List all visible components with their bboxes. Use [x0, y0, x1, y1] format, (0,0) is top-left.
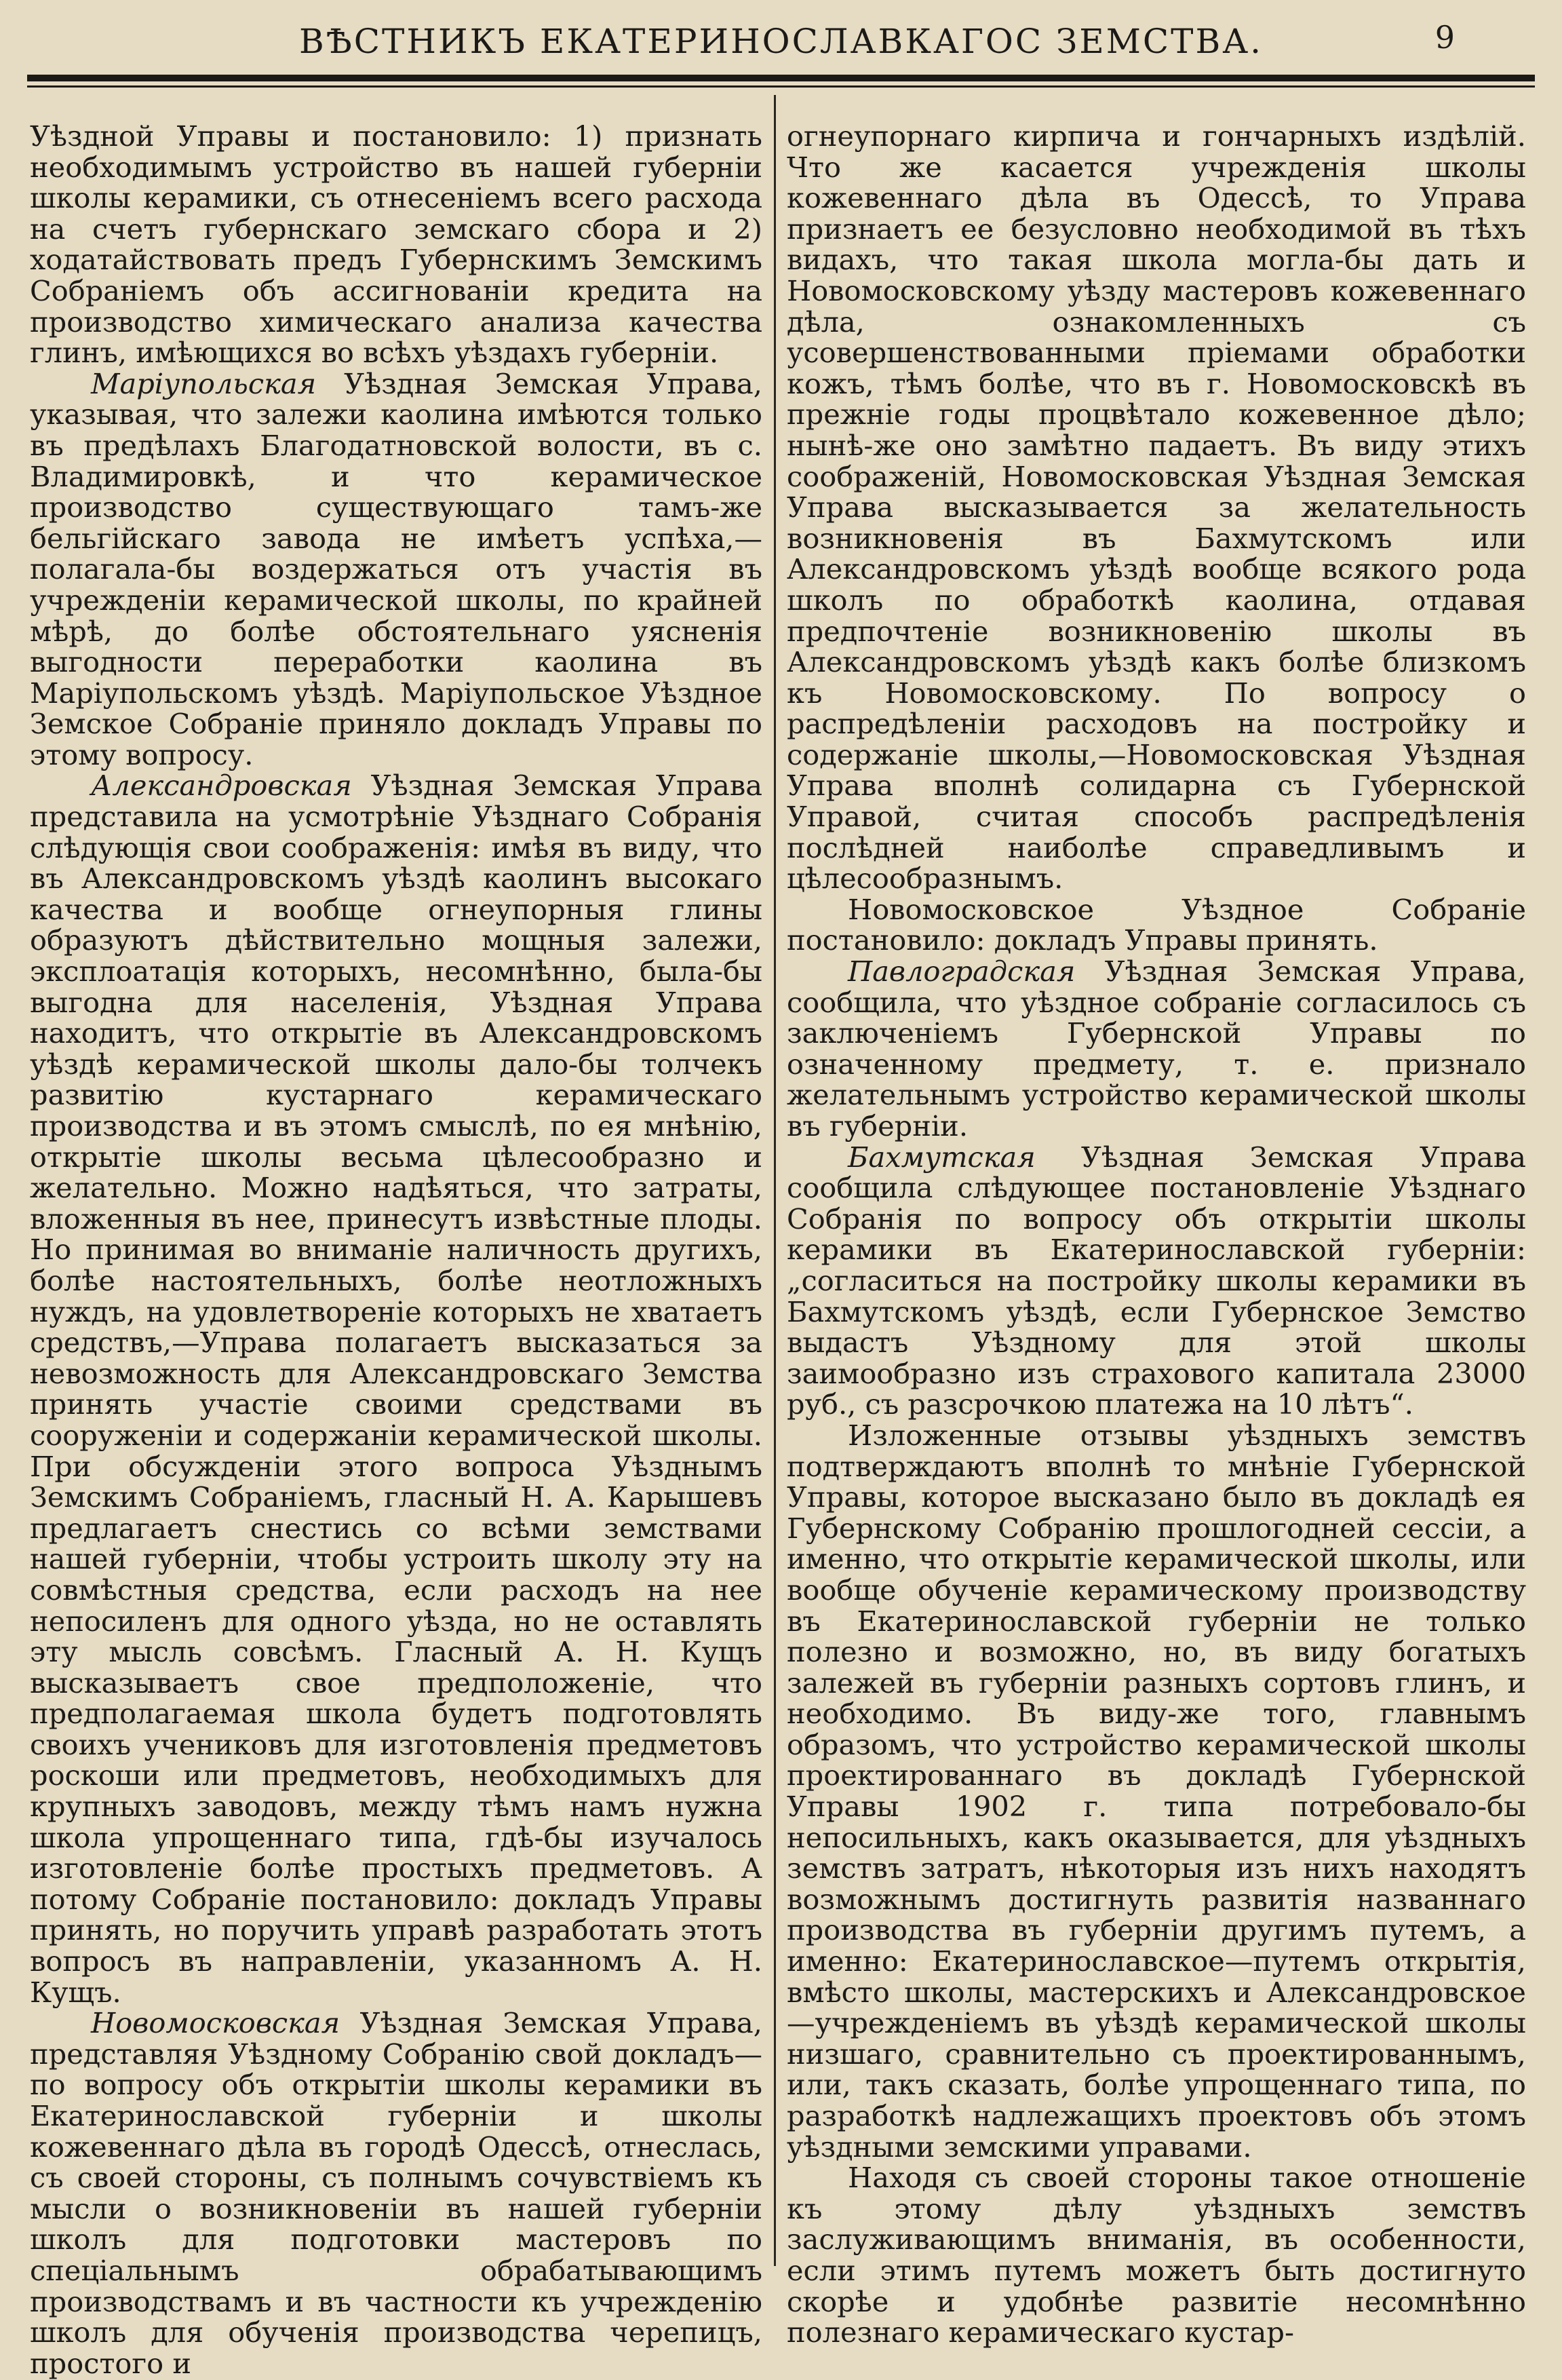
page-header — [27, 19, 1535, 68]
paragraph-text: Находя съ своей стороны такое отношеніе къ этому дѣлу уѣздныхъ земствъ заслуживающимъ вниманія, въ особенности, если этимъ путемъ можетъ быть достигнуто скорѣе и удобнѣе развитіе несомнѣнно полезнаго керамическаго кустар- — [787, 2161, 1526, 2349]
paragraph — [787, 956, 1526, 1142]
paragraph — [787, 121, 1526, 894]
page-number: 9 — [1434, 19, 1455, 56]
paragraph — [787, 1420, 1526, 2162]
paragraph-text: Уѣздной Управы и постановило: 1) признать необходимымъ устройство въ нашей губерніи школы керамики, съ отнесеніемъ всего расхода на счетъ губернскаго земскаго сбора и 2) ходатайствовать предъ Губернскимъ Земскимъ Собраніемъ объ ассигнованіи кредита на производство химическаго анализа качества глинъ, имѣющихся во всѣхъ уѣздахъ губерніи. — [30, 119, 762, 370]
column-divider — [774, 95, 776, 2266]
paragraph — [30, 368, 762, 771]
paragraph — [787, 894, 1526, 956]
paragraph-text: огнеупорнаго кирпича и гончарныхъ издѣлій. Что же касается учрежденія школы кожевеннаго дѣла въ Одессѣ, то Управа признаетъ ее безусловно необходимой въ тѣхъ видахъ, что такая школа могла-бы дать и Новомосковскому уѣзду мастеровъ кожевеннаго дѣла, ознакомленныхъ съ усовершенствованными пріемами обработки кожъ, тѣмъ болѣе, что въ г. Новомосковскѣ въ прежніе годы процвѣтало кожевенное дѣло; нынѣ-же оно замѣтно падаетъ. Въ виду этихъ соображеній, Новомосковская Уѣздная Земская Управа высказывается за желательность возникновенія въ Бахмутскомъ или Александровскомъ уѣздѣ вообще всякого рода школъ по обработкѣ каолина, отдавая предпочтеніе возникновенію школы въ Александровскомъ уѣздѣ какъ болѣе близкомъ къ Новомосковскому. По вопросу о распредѣленіи расходовъ на постройку и содержаніе школы,—Новомосковская Уѣздная Управа вполнѣ солидарна съ Губернской Управой, считая способъ распредѣленія послѣдней наиболѣе справедливымъ и цѣлесообразнымъ. — [787, 119, 1526, 896]
paragraph-text: Уѣздная Земская Управа сообщила слѣдующее постановленіе Уѣзднаго Собранія по вопросу объ открытіи школы керамики въ Екатеринославской губерніи: „согласиться на постройку школы керамики въ Бахмутскомъ уѣздѣ, если Губернское Земство выдастъ Уѣздному для этой школы заимообразно изъ страхового капитала 23000 руб., съ разсрочкою платежа на 10 лѣтъ“. — [787, 1140, 1526, 1421]
paragraph — [787, 2162, 1526, 2348]
header-rule-thick — [27, 75, 1535, 81]
right-column — [787, 121, 1526, 2348]
paragraph — [787, 1142, 1526, 1420]
paragraph — [30, 2008, 762, 2379]
paragraph — [30, 121, 762, 368]
paragraph-text: Уѣздная Земская Управа, представляя Уѣздному Собранію свой докладъ—по вопросу объ открытіи школы керамики въ Екатеринославской губерніи и школы кожевеннаго дѣла въ городѣ Одессѣ, отнеслась, съ своей стороны, съ полнымъ сочувствіемъ къ мысли о возникновеніи въ нашей губерніи школъ для подготовки мастеровъ по спеціальнымъ обрабатывающимъ производствамъ и въ частности къ учрежденію школъ для обученія производства черепицъ, простого и — [30, 2006, 762, 2380]
paragraph — [30, 770, 762, 2008]
paragraph-lead: Александровская — [91, 769, 352, 803]
left-column — [30, 121, 762, 2379]
paragraph-text: Новомосковское Уѣздное Собраніе постановило: докладъ Управы принять. — [787, 892, 1526, 957]
paragraph-text: Уѣздная Земская Управа представила на усмотрѣніе Уѣзднаго Собранія слѣдующія свои соображенія: имѣя въ виду, что въ Александровскомъ уѣздѣ каолинъ высокаго качества и вообще огнеупорныя глины образуютъ дѣйствительно мощныя залежи, эксплоатація которыхъ, несомнѣнно, была-бы выгодна для населенія, Уѣздная Управа находитъ, что открытіе въ Александровскомъ уѣздѣ керамической школы дало-бы толчекъ развитію кустарнаго керамическаго производства и въ этомъ смыслѣ, по ея мнѣнію, открытіе школы весьма цѣлесообразно и желательно. Можно надѣяться, что затраты, вложенныя въ нее, принесутъ извѣстные плоды. Но принимая во вниманіе наличность другихъ, болѣе настоятельныхъ, болѣе неотложныхъ нуждъ, на удовлетвореніе которыхъ не хватаетъ средствъ,—Управа полагаетъ высказаться за невозможность для Александровскаго Земства принять участіе своими средствами въ сооруженіи и содержаніи керамической школы. При обсужденіи этого вопроса Уѣзднымъ Земскимъ Собраніемъ, гласный Н. А. Карышевъ предлагаетъ снестись со всѣми земствами нашей губерніи, чтобы устроить школу эту на совмѣстныя средства, если расходъ на нее непосиленъ для одного уѣзда, но не оставлять эту мысль совсѣмъ. Гласный А. Н. Кущъ высказываетъ свое предположеніе, что предполагаемая школа будетъ подготовлять своихъ учениковъ для изготовленія предметовъ роскоши или предметовъ, необходимыхъ для крупныхъ заводовъ, между тѣмъ намъ нужна школа упрощеннаго типа, гдѣ-бы изучалось изготовленіе болѣе простыхъ предметовъ. А потому Собраніе постановило: докладъ Управы принять, но поручить управѣ разработать этотъ вопросъ въ направленіи, указанномъ А. Н. Кущъ. — [30, 769, 762, 2009]
paragraph-lead: Маріупольская — [91, 366, 317, 400]
paragraph-lead: Павлоградская — [848, 955, 1076, 989]
paragraph-text: Уѣздная Земская Управа, указывая, что залежи каолина имѣются только въ предѣлахъ Благодатновской волости, въ с. Владимировкѣ, и что керамическое производство существующаго тамъ-же бельгійскаго завода не имѣетъ успѣха,—полагала-бы воздержаться отъ участія въ учрежденіи керамической школы, по крайней мѣрѣ, до болѣе обстоятельнаго уясненія выгодности переработки каолина въ Маріупольскомъ уѣздѣ. Маріупольское Уѣздное Земское Собраніе приняло докладъ Управы по этому вопросу. — [30, 366, 762, 771]
paragraph-lead: Бахмутская — [848, 1140, 1036, 1174]
paragraph-text: Уѣздная Земская Управа, сообщила, что уѣздное собраніе согласилось съ заключеніемъ Губернской Управы по означенному предмету, т. е. признало желательнымъ устройство керамической школы въ губерніи. — [787, 955, 1526, 1143]
paragraph-lead: Новомосковская — [91, 2006, 340, 2040]
header-rule-thin — [27, 85, 1535, 88]
paragraph-text: Изложенные отзывы уѣздныхъ земствъ подтверждаютъ вполнѣ то мнѣніе Губернской Управы, которое высказано было въ докладѣ ея Губернскому Собранію прошлогодней сессіи, а именно, что открытіе керамической школы, или вообще обученіе керамическому производству въ Екатеринославской губерніи не только полезно и возможно, но, въ виду богатыхъ залежей въ губерніи разныхъ сортовъ глинъ, и необходимо. Въ виду-же того, главнымъ образомъ, что устройство керамической школы проектированнаго въ докладѣ Губернской Управы 1902 г. типа потребовало-бы непосильныхъ, какъ оказывается, для уѣздныхъ земствъ затратъ, нѣкоторыя изъ нихъ находятъ возможнымъ достигнуть развитія названнаго производства въ губерніи другимъ путемъ, а именно: Екатеринославское—путемъ открытія, вмѣсто школы, мастерскихъ и Александровское—учрежденіемъ въ уѣздѣ керамической школы низшаго, сравнительно съ проектированнымъ, или, такъ сказать, болѣе упрощеннаго типа, по разработкѣ надлежащихъ проектовъ объ этомъ уѣздными земскими управами. — [787, 1418, 1526, 2164]
journal-title: ВѢСТНИКЪ ЕКАТЕРИНОСЛАВКАГОС ЗЕМСТВА. — [298, 22, 1264, 61]
